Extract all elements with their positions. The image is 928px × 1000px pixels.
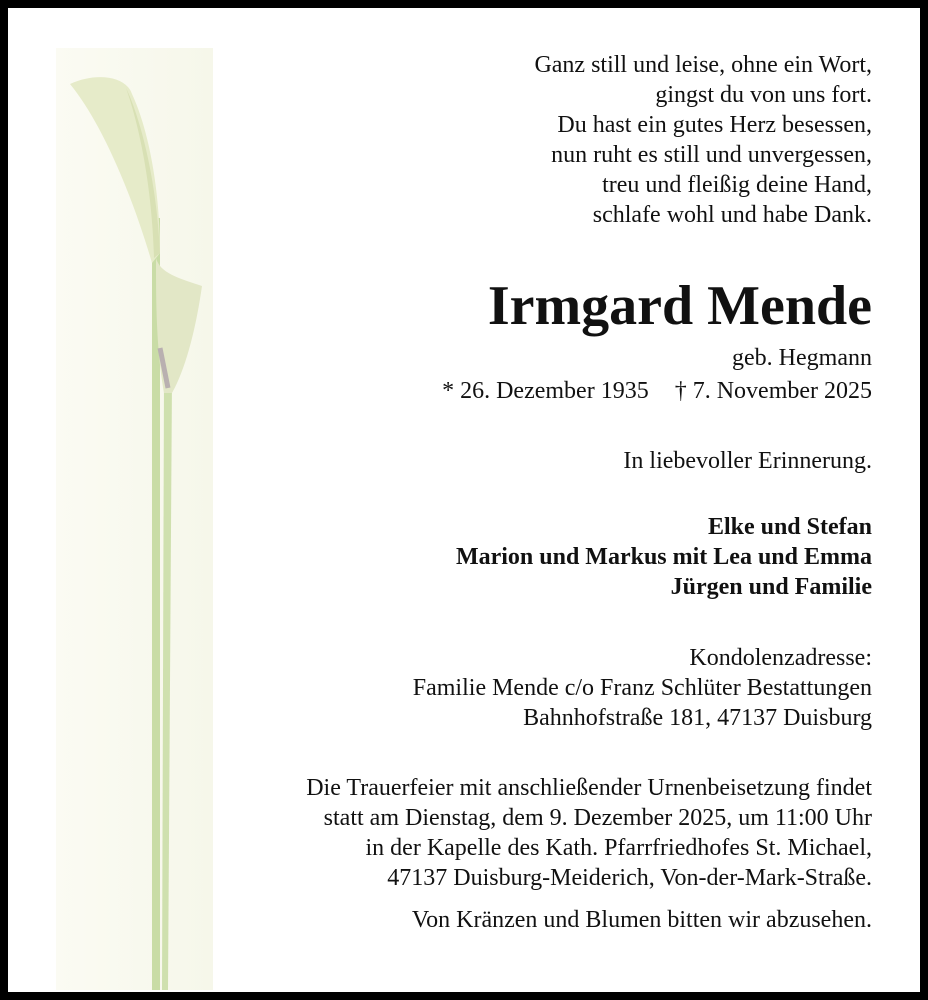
mourner-line: Elke und Stefan [707, 514, 872, 540]
birth-date: * 26. Dezember 1935 [442, 378, 649, 404]
ceremony-line: Die Trauerfeier mit anschließender Urnenbeisetzung findet [306, 775, 872, 801]
ceremony-line: statt am Dienstag, dem 9. Dezember 2025, um 11:00 Uhr [323, 805, 872, 831]
condolence-line: Familie Mende c/o Franz Schlüter Bestattungen [412, 675, 872, 701]
poem [534, 50, 872, 230]
ceremony-info [306, 773, 872, 893]
poem-line: Ganz still und leise, ohne ein Wort, [534, 52, 872, 78]
poem-line: treu und fleißig deine Hand, [602, 172, 872, 198]
poem-line: gingst du von uns fort. [655, 82, 872, 108]
flowers-note: Von Kränzen und Blumen bitten wir abzusehen. [411, 907, 872, 933]
condolence-address [413, 643, 872, 733]
calla-lily-image [56, 48, 213, 990]
ceremony-line: in der Kapelle des Kath. Pfarrfriedhofes St. Michael, [365, 835, 872, 861]
condolence-line: Kondolenzadresse: [689, 645, 872, 671]
deceased-name: Irmgard Mende [487, 275, 872, 337]
poem-line: schlafe wohl und habe Dank. [592, 202, 872, 228]
poem-line: Du hast ein gutes Herz besessen, [557, 112, 872, 138]
life-dates [442, 376, 872, 406]
poem-line: nun ruht es still und unvergessen, [551, 142, 872, 168]
mourner-line: Jürgen und Familie [670, 574, 872, 600]
death-date: † 7. November 2025 [674, 378, 872, 404]
birth-name: geb. Hegmann [732, 345, 872, 371]
mourners [456, 512, 872, 602]
condolence-line: Bahnhofstraße 181, 47137 Duisburg [523, 705, 872, 731]
mourner-line: Marion und Markus mit Lea und Emma [455, 544, 872, 570]
remembrance: In liebevoller Erinnerung. [623, 448, 872, 474]
ceremony-line: 47137 Duisburg-Meiderich, Von-der-Mark-Straße. [387, 865, 872, 891]
